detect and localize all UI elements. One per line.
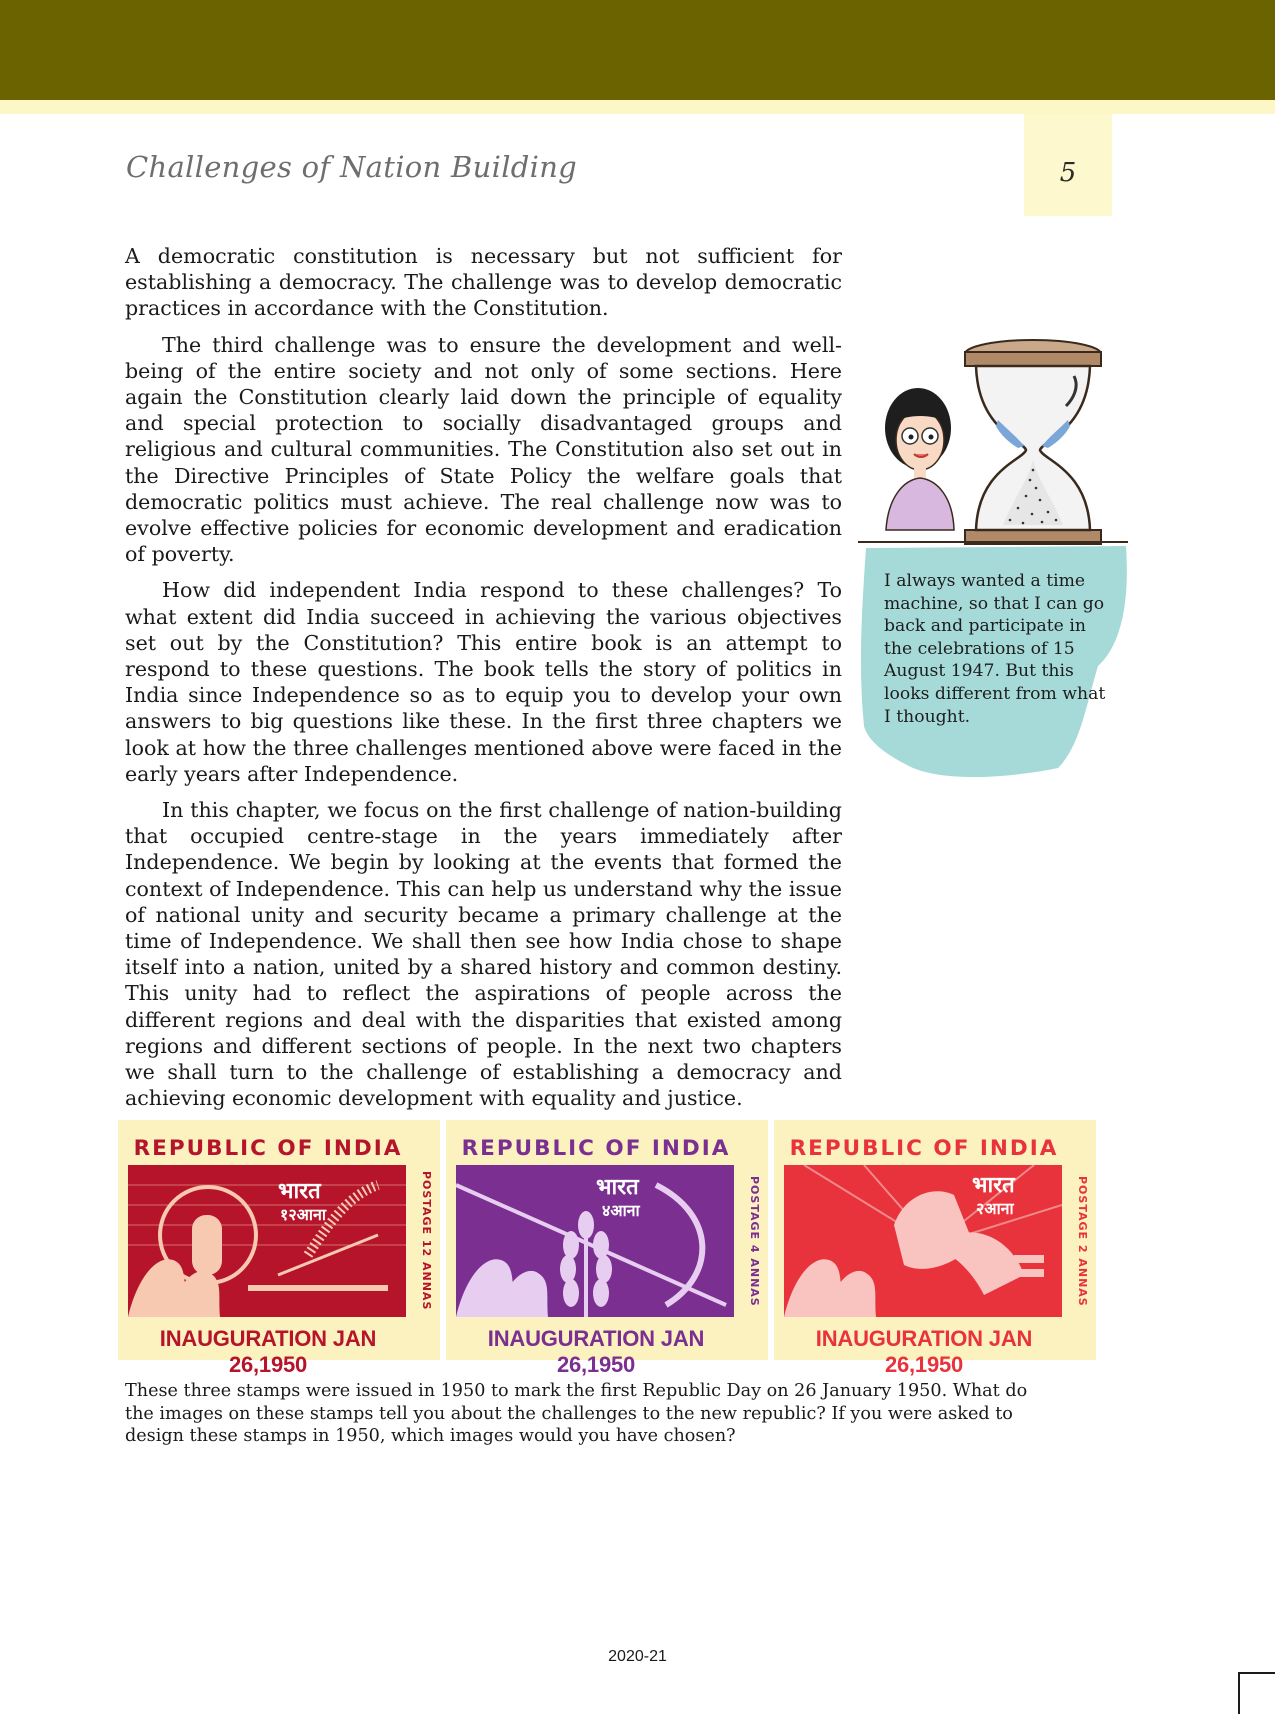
- footer-year: 2020-21: [608, 1648, 667, 1665]
- stamp-footer: INAUGURATION JAN 26,1950: [815, 1326, 1033, 1377]
- stamp-script-value: २आना: [976, 1199, 1014, 1218]
- stamps-row: [118, 1120, 1098, 1377]
- stamp-footer: INAUGURATION JAN 26,1950: [159, 1326, 377, 1377]
- paragraph: In this chapter, we focus on the first challenge of nation-building that occupied centre-stage in the years immediately after Independence. We begin by looking at the events that formed the context of Independence. This can help us understand why the issue of national unity and security became a primary challenge at the time of Independence. We shall then see how India chose to shape itself into a nation, united by a shared history and common destiny. This unity had to reflect the aspirations of people across the different regions and deal with the disparities that existed among regions and different sections of people. In the next two chapters we shall turn to the challenge of establishing a democracy and achieving economic development with equality and justice.: [125, 798, 842, 1111]
- paragraph: The third challenge was to ensure the development and well-being of the entire society and not only of some sections. Here again the Constitution clearly laid down the principle of equality and special protection to socially disadvantaged groups and religious and cultural communities. The Constitution also set out in the Directive Principles of State Policy the welfare goals that democratic politics must achieve. The real challenge now was to evolve effective policies for economic development and eradication of poverty.: [125, 332, 842, 567]
- page-number-tab: [1024, 114, 1112, 216]
- page-number: 5: [1059, 158, 1077, 188]
- stamp-title: REPUBLIC OF INDIA: [789, 1136, 1059, 1161]
- stamp-script-bharat: भारत: [278, 1179, 321, 1204]
- stamp-denomination: POSTAGE 4 ANNAS: [748, 1175, 761, 1307]
- stamp-12-annas: [118, 1120, 440, 1377]
- header-strip: [0, 100, 1275, 114]
- running-head: Challenges of Nation Building: [126, 150, 578, 184]
- stamp-artwork: [784, 1165, 1062, 1317]
- stamp-title: REPUBLIC OF INDIA: [133, 1136, 403, 1161]
- speech-bubble: [858, 546, 1128, 801]
- stamp-footer: INAUGURATION JAN 26,1950: [487, 1326, 705, 1377]
- paragraph: A democratic constitution is necessary but not sufficient for establishing a democracy. The challenge was to develop democratic practices in accordance with the Constitution.: [125, 244, 842, 321]
- stamps-caption: These three stamps were issued in 1950 to mark the first Republic Day on 26 January 1950. What do the images on these stamps tell you about the challenges to the new republic? If you were asked to design these stamps in 1950, which images would you have chosen?: [125, 1381, 1028, 1446]
- stamp-script-bharat: भारत: [596, 1175, 639, 1200]
- stamp-denomination: POSTAGE 2 ANNAS: [1076, 1175, 1089, 1307]
- stamp-title: REPUBLIC OF INDIA: [461, 1136, 731, 1161]
- bubble-text: I always wanted a time machine, so that I can go back and participate in the celebrations of 15 August 1947. But this looks different from what I thought.: [884, 571, 1106, 727]
- header-band: [0, 0, 1275, 100]
- stamp-artwork: [128, 1165, 406, 1317]
- stamp-2-annas: [774, 1120, 1096, 1377]
- stamp-denomination: POSTAGE 12 ANNAS: [420, 1171, 433, 1311]
- stamp-script-value: ४आना: [602, 1201, 640, 1220]
- body-text: [125, 243, 842, 1122]
- cartoon-girl-hourglass: [858, 330, 1128, 550]
- stamp-artwork: [456, 1165, 734, 1317]
- stamp-script-bharat: भारत: [972, 1173, 1015, 1198]
- stamp-script-value: १२आना: [280, 1205, 327, 1224]
- stamp-4-annas: [446, 1120, 768, 1377]
- corner-crop-mark: [1238, 1672, 1275, 1714]
- paragraph: How did independent India respond to these challenges? To what extent did India succeed in achieving the various objectives set out by the Constitution? This entire book is an attempt to respond to these questions. The book tells the story of politics in India since Independence so as to equip you to develop your own answers to big questions like these. In the first three chapters we look at how the three challenges mentioned above were faced in the early years after Independence.: [125, 578, 842, 786]
- cartoon-illustration: [858, 330, 1128, 550]
